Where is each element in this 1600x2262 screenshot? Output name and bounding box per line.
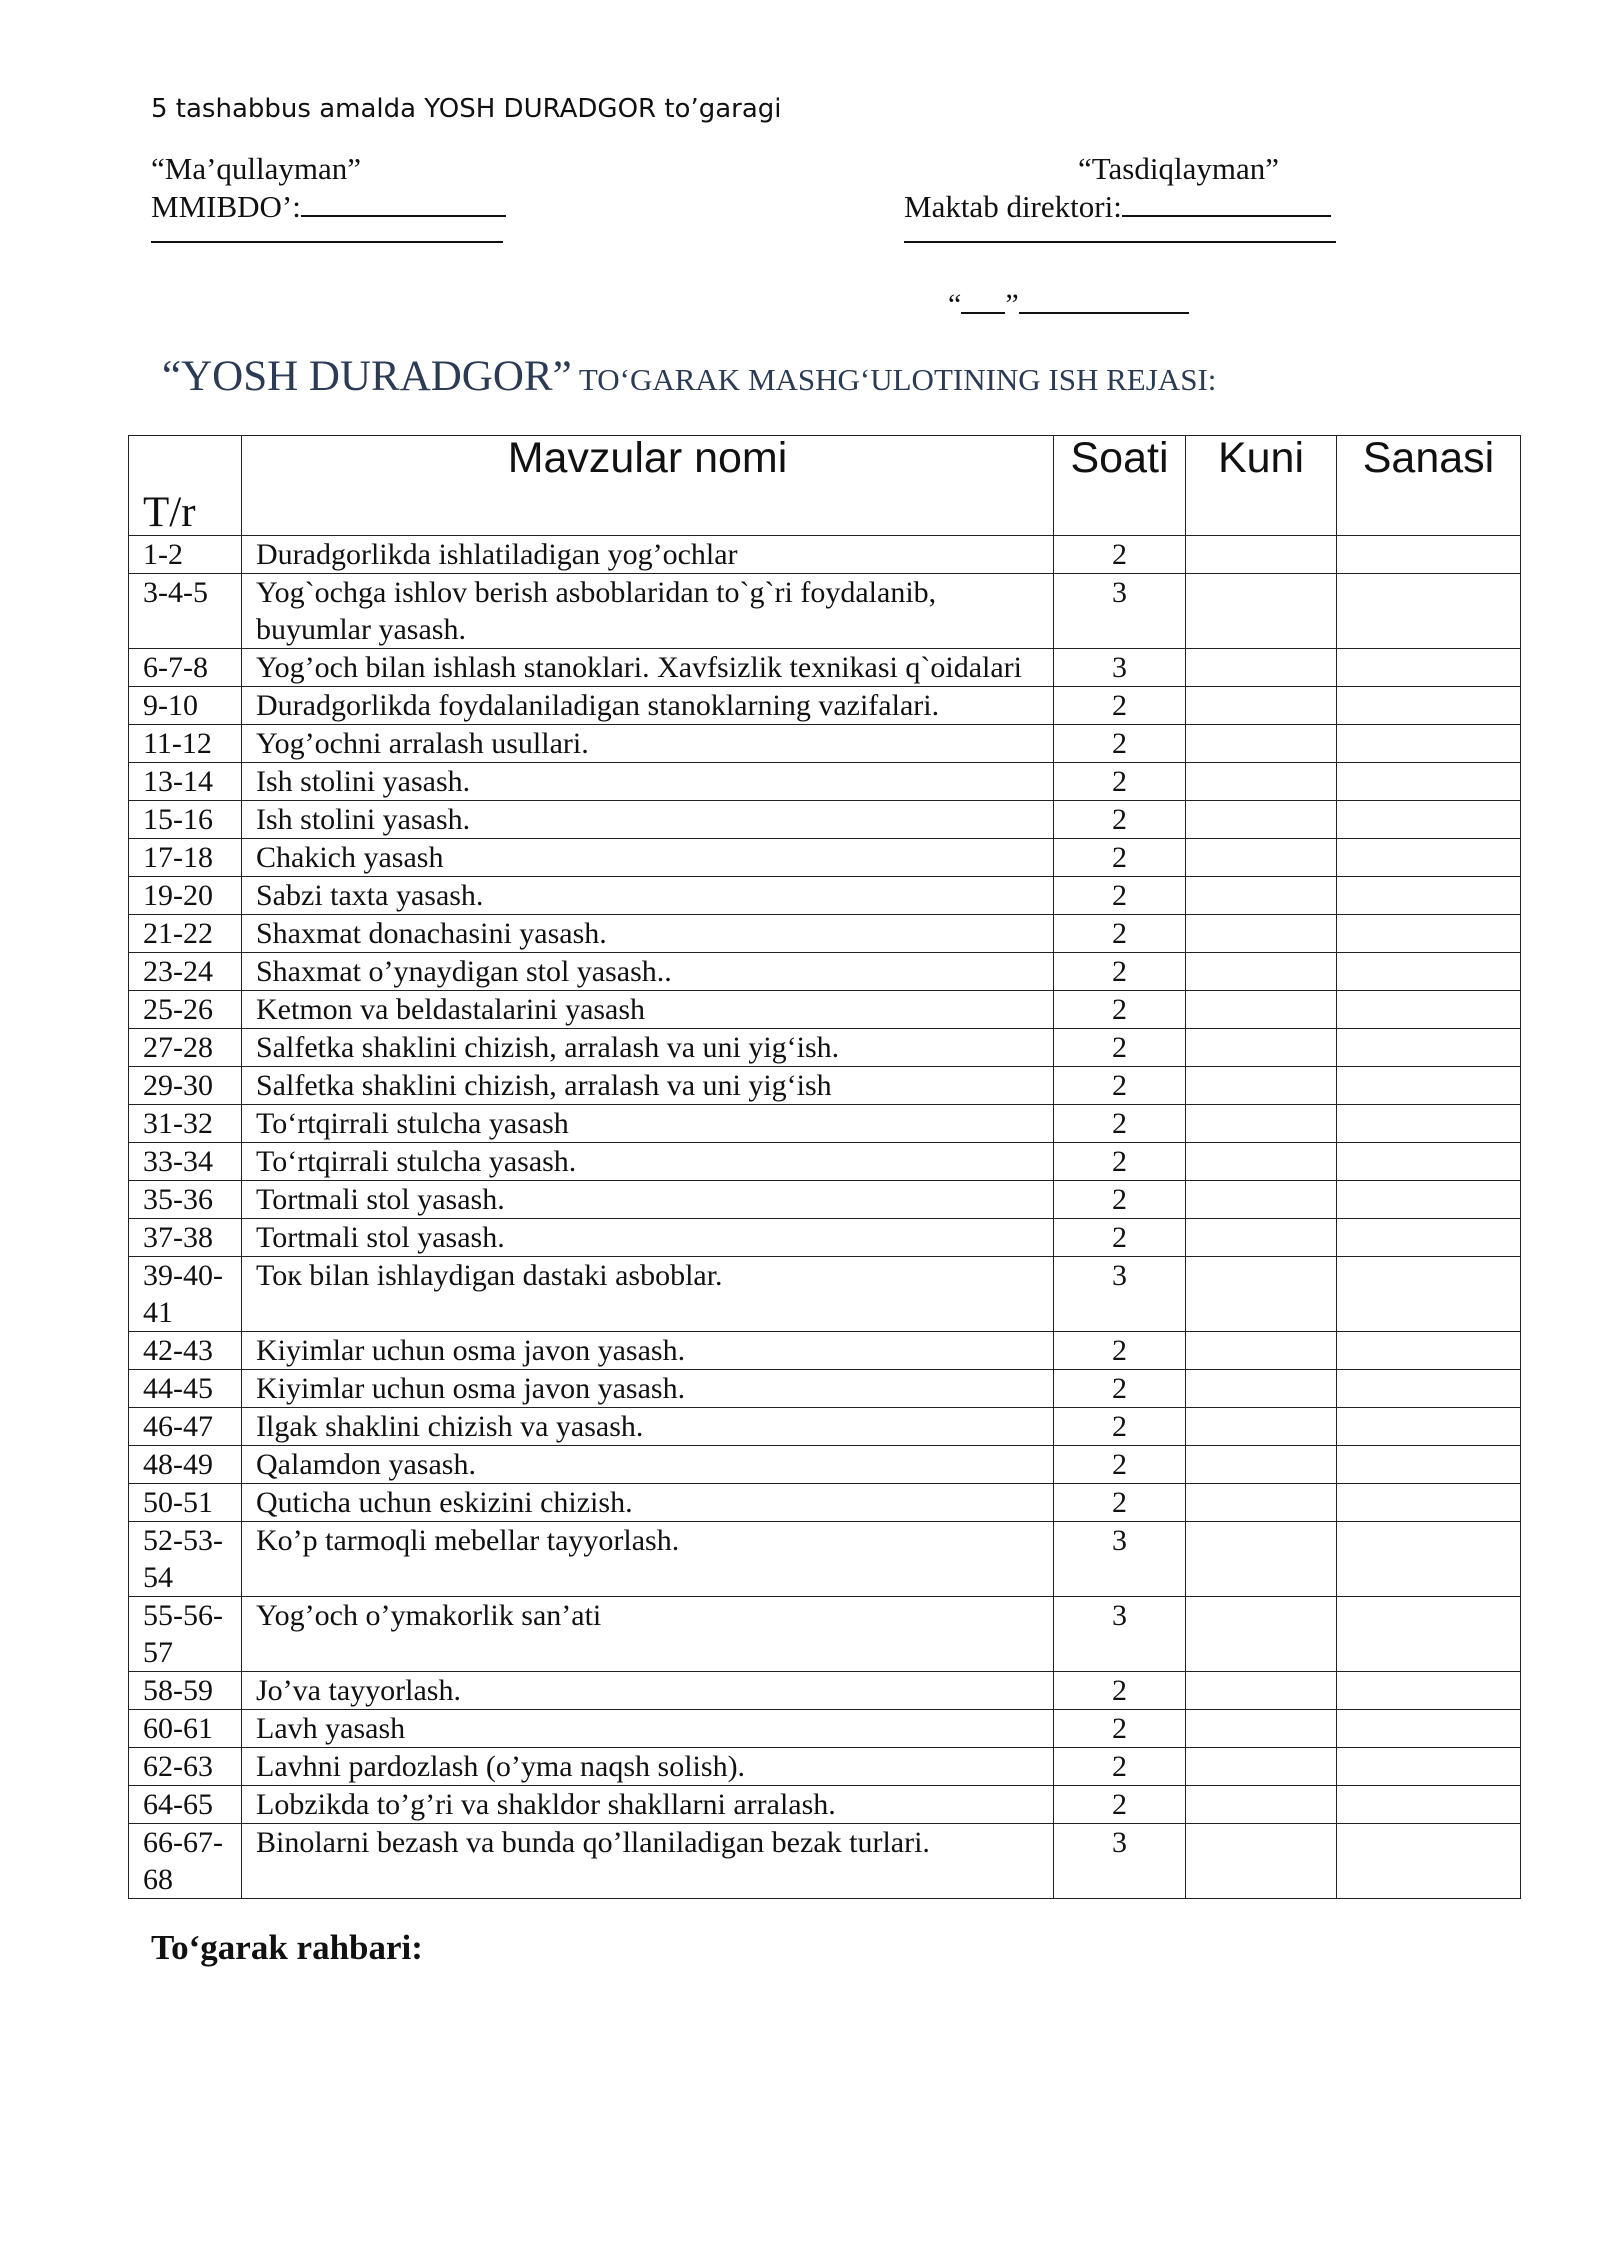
row-number: 50-51 — [129, 1484, 242, 1522]
table-row — [129, 1710, 1521, 1748]
table-row — [129, 1824, 1521, 1899]
row-hours: 2 — [1054, 687, 1186, 725]
row-date-cell — [1337, 1597, 1521, 1672]
table-header-row — [129, 436, 1521, 536]
row-day-cell — [1186, 877, 1337, 915]
row-topic: Yog’och bilan ishlash stanoklari. Xavfsizlik texnikasi q`oidalari — [242, 649, 1054, 687]
row-date-cell — [1337, 1824, 1521, 1899]
row-hours: 2 — [1054, 1067, 1186, 1105]
row-day-cell — [1186, 574, 1337, 649]
row-day-cell — [1186, 1446, 1337, 1484]
table-row — [129, 915, 1521, 953]
row-hours: 3 — [1054, 1824, 1186, 1899]
date-close-quote: ” — [1005, 288, 1019, 321]
row-day-cell — [1186, 1672, 1337, 1710]
header-topic: Mavzular nomi — [242, 436, 1054, 536]
approval-right-role — [904, 189, 1331, 224]
table-row — [129, 536, 1521, 574]
row-topic: Kiyimlar uchun osma javon yasash. — [242, 1332, 1054, 1370]
table-row — [129, 1181, 1521, 1219]
table-row — [129, 1408, 1521, 1446]
row-day-cell — [1186, 915, 1337, 953]
row-day-cell — [1186, 1786, 1337, 1824]
row-number: 11-12 — [129, 725, 242, 763]
row-hours: 3 — [1054, 649, 1186, 687]
table-row — [129, 1672, 1521, 1710]
row-day-cell — [1186, 1484, 1337, 1522]
date-open-quote: “ — [948, 288, 962, 321]
approval-block-left — [151, 150, 506, 243]
row-day-cell — [1186, 725, 1337, 763]
row-topic: To‘rtqirrali stulcha yasash. — [242, 1143, 1054, 1181]
row-day-cell — [1186, 536, 1337, 574]
row-date-cell — [1337, 801, 1521, 839]
row-number: 48-49 — [129, 1446, 242, 1484]
row-hours: 2 — [1054, 1446, 1186, 1484]
row-day-cell — [1186, 839, 1337, 877]
row-day-cell — [1186, 763, 1337, 801]
row-topic: Jo’va tayyorlash. — [242, 1672, 1054, 1710]
row-number: 27-28 — [129, 1029, 242, 1067]
row-hours: 2 — [1054, 991, 1186, 1029]
row-hours: 2 — [1054, 877, 1186, 915]
row-number: 35-36 — [129, 1181, 242, 1219]
row-date-cell — [1337, 1219, 1521, 1257]
row-day-cell — [1186, 1067, 1337, 1105]
row-day-cell — [1186, 1710, 1337, 1748]
row-number: 21-22 — [129, 915, 242, 953]
row-number: 44-45 — [129, 1370, 242, 1408]
row-topic: Yog`ochga ishlov berish asboblaridan to`g`ri foydalanib, buyumlar yasash. — [242, 574, 1054, 649]
header-number: T/r — [129, 436, 242, 536]
row-day-cell — [1186, 1370, 1337, 1408]
row-topic: Shaxmat donachasini yasash. — [242, 915, 1054, 953]
table-row — [129, 801, 1521, 839]
name-line — [151, 225, 503, 243]
table-row — [129, 1370, 1521, 1408]
row-number: 13-14 — [129, 763, 242, 801]
row-hours: 2 — [1054, 1105, 1186, 1143]
row-topic: Kiyimlar uchun osma javon yasash. — [242, 1370, 1054, 1408]
table-row — [129, 1786, 1521, 1824]
row-date-cell — [1337, 1257, 1521, 1332]
row-number: 60-61 — [129, 1710, 242, 1748]
row-number: 39-40-41 — [129, 1257, 242, 1332]
row-number: 66-67-68 — [129, 1824, 242, 1899]
row-topic: Sabzi taxta yasash. — [242, 877, 1054, 915]
row-hours: 2 — [1054, 1181, 1186, 1219]
row-number: 19-20 — [129, 877, 242, 915]
table-row — [129, 1522, 1521, 1597]
row-date-cell — [1337, 1181, 1521, 1219]
row-date-cell — [1337, 1672, 1521, 1710]
row-hours: 2 — [1054, 1332, 1186, 1370]
row-number: 15-16 — [129, 801, 242, 839]
row-date-cell — [1337, 1105, 1521, 1143]
row-topic: Duradgorlikda foydalaniladigan stanoklarning vazifalari. — [242, 687, 1054, 725]
approval-date-line — [948, 288, 1189, 322]
row-topic: Yog’och o’ymakorlik san’ati — [242, 1597, 1054, 1672]
signature-line — [301, 187, 506, 217]
row-number: 52-53-54 — [129, 1522, 242, 1597]
row-topic: Lobzikda to’g’ri va shakldor shakllarni arralash. — [242, 1786, 1054, 1824]
approval-left-role — [151, 189, 506, 224]
row-date-cell — [1337, 1408, 1521, 1446]
row-number: 37-38 — [129, 1219, 242, 1257]
row-number: 58-59 — [129, 1672, 242, 1710]
row-hours: 3 — [1054, 1597, 1186, 1672]
row-number: 3-4-5 — [129, 574, 242, 649]
row-date-cell — [1337, 1143, 1521, 1181]
row-topic: Toк bilan ishlaydigan dastaki asboblar. — [242, 1257, 1054, 1332]
table-row — [129, 725, 1521, 763]
row-date-cell — [1337, 687, 1521, 725]
row-number: 33-34 — [129, 1143, 242, 1181]
row-day-cell — [1186, 1257, 1337, 1332]
row-hours: 2 — [1054, 1408, 1186, 1446]
row-topic: Ko’p tarmoqli mebellar tayyorlash. — [242, 1522, 1054, 1597]
row-number: 6-7-8 — [129, 649, 242, 687]
row-hours: 2 — [1054, 725, 1186, 763]
row-day-cell — [1186, 1748, 1337, 1786]
row-date-cell — [1337, 1029, 1521, 1067]
signature-line — [1122, 187, 1331, 217]
row-topic: Salfetka shaklini chizish, arralash va uni yig‘ish — [242, 1067, 1054, 1105]
row-date-cell — [1337, 1484, 1521, 1522]
row-hours: 2 — [1054, 1484, 1186, 1522]
row-date-cell — [1337, 953, 1521, 991]
approval-right-role-label: Maktab direktori: — [904, 189, 1122, 224]
row-hours: 2 — [1054, 536, 1186, 574]
row-number: 17-18 — [129, 839, 242, 877]
table-row — [129, 1748, 1521, 1786]
row-hours: 3 — [1054, 1257, 1186, 1332]
row-day-cell — [1186, 1029, 1337, 1067]
row-hours: 2 — [1054, 1710, 1186, 1748]
row-day-cell — [1186, 801, 1337, 839]
table-row — [129, 877, 1521, 915]
row-hours: 2 — [1054, 953, 1186, 991]
row-day-cell — [1186, 1105, 1337, 1143]
row-topic: Chakich yasash — [242, 839, 1054, 877]
header-date: Sanasi — [1337, 436, 1521, 536]
table-row — [129, 1029, 1521, 1067]
row-number: 62-63 — [129, 1748, 242, 1786]
row-hours: 3 — [1054, 1522, 1186, 1597]
approval-left-role-label: MMIBDO’: — [151, 189, 301, 224]
row-number: 1-2 — [129, 536, 242, 574]
row-date-cell — [1337, 877, 1521, 915]
row-topic: Binolarni bezash va bunda qo’llaniladigan bezak turlari. — [242, 1824, 1054, 1899]
table-row — [129, 953, 1521, 991]
row-date-cell — [1337, 1710, 1521, 1748]
row-day-cell — [1186, 991, 1337, 1029]
row-day-cell — [1186, 1219, 1337, 1257]
row-date-cell — [1337, 1446, 1521, 1484]
row-date-cell — [1337, 574, 1521, 649]
row-hours: 2 — [1054, 1748, 1186, 1786]
row-topic: Duradgorlikda ishlatiladigan yog’ochlar — [242, 536, 1054, 574]
row-number: 64-65 — [129, 1786, 242, 1824]
row-topic: Qalamdon yasash. — [242, 1446, 1054, 1484]
club-leader-label: To‘garak rahbari: — [151, 1928, 423, 1967]
row-day-cell — [1186, 1408, 1337, 1446]
row-date-cell — [1337, 725, 1521, 763]
row-date-cell — [1337, 1786, 1521, 1824]
row-day-cell — [1186, 1181, 1337, 1219]
row-date-cell — [1337, 1370, 1521, 1408]
row-number: 46-47 — [129, 1408, 242, 1446]
row-number: 9-10 — [129, 687, 242, 725]
row-topic: Quticha uchun eskizini chizish. — [242, 1484, 1054, 1522]
title-sub: TO‘GARAK MASHG‘ULOTINING ISH REJASI: — [571, 362, 1217, 397]
row-number: 29-30 — [129, 1067, 242, 1105]
row-topic: Ketmon va beldastalarini yasash — [242, 991, 1054, 1029]
row-topic: Tortmali stol yasash. — [242, 1219, 1054, 1257]
row-topic: Tortmali stol yasash. — [242, 1181, 1054, 1219]
table-row — [129, 1446, 1521, 1484]
header-hours: Soati — [1054, 436, 1186, 536]
row-day-cell — [1186, 649, 1337, 687]
table-row — [129, 1484, 1521, 1522]
title-main: “YOSH DURADGOR” — [162, 353, 572, 400]
row-hours: 2 — [1054, 1143, 1186, 1181]
row-date-cell — [1337, 1067, 1521, 1105]
row-hours: 2 — [1054, 1029, 1186, 1067]
row-day-cell — [1186, 1597, 1337, 1672]
name-line — [904, 225, 1336, 243]
table-row — [129, 1219, 1521, 1257]
row-day-cell — [1186, 953, 1337, 991]
table-row — [129, 687, 1521, 725]
row-date-cell — [1337, 991, 1521, 1029]
document-top-note: 5 tashabbus amalda YOSH DURADGOR to’garagi — [151, 94, 782, 124]
row-hours: 2 — [1054, 1370, 1186, 1408]
row-date-cell — [1337, 839, 1521, 877]
row-day-cell — [1186, 1824, 1337, 1899]
row-date-cell — [1337, 915, 1521, 953]
row-number: 31-32 — [129, 1105, 242, 1143]
row-topic: Shaxmat o’ynaydigan stol yasash.. — [242, 953, 1054, 991]
row-date-cell — [1337, 1332, 1521, 1370]
row-topic: To‘rtqirrali stulcha yasash — [242, 1105, 1054, 1143]
row-hours: 2 — [1054, 763, 1186, 801]
row-hours: 2 — [1054, 1786, 1186, 1824]
row-hours: 2 — [1054, 1219, 1186, 1257]
row-topic: Salfetka shaklini chizish, arralash va uni yig‘ish. — [242, 1029, 1054, 1067]
row-day-cell — [1186, 1143, 1337, 1181]
row-topic: Lavhni pardozlash (o’yma naqsh solish). — [242, 1748, 1054, 1786]
date-day-blank — [961, 290, 1005, 314]
table-row — [129, 991, 1521, 1029]
row-hours: 2 — [1054, 801, 1186, 839]
row-day-cell — [1186, 687, 1337, 725]
row-hours: 2 — [1054, 839, 1186, 877]
table-row — [129, 1143, 1521, 1181]
work-plan-table — [128, 435, 1521, 1899]
row-date-cell — [1337, 1748, 1521, 1786]
table-row — [129, 1597, 1521, 1672]
row-hours: 2 — [1054, 1672, 1186, 1710]
table-row — [129, 649, 1521, 687]
row-date-cell — [1337, 763, 1521, 801]
row-topic: Yog’ochni arralash usullari. — [242, 725, 1054, 763]
row-number: 42-43 — [129, 1332, 242, 1370]
row-topic: Ilgak shaklini chizish va yasash. — [242, 1408, 1054, 1446]
table-row — [129, 1257, 1521, 1332]
row-day-cell — [1186, 1522, 1337, 1597]
table-row — [129, 574, 1521, 649]
row-topic: Lavh yasash — [242, 1710, 1054, 1748]
row-topic: Ish stolini yasash. — [242, 763, 1054, 801]
date-month-blank — [1019, 290, 1189, 314]
approval-left-quote: “Ma’qullayman” — [151, 151, 362, 186]
table-row — [129, 1332, 1521, 1370]
table-row — [129, 1067, 1521, 1105]
row-number: 55-56-57 — [129, 1597, 242, 1672]
row-date-cell — [1337, 649, 1521, 687]
row-day-cell — [1186, 1332, 1337, 1370]
approval-right-quote: “Tasdiqlayman” — [1078, 151, 1279, 186]
header-day: Kuni — [1186, 436, 1337, 536]
row-topic: Ish stolini yasash. — [242, 801, 1054, 839]
row-date-cell — [1337, 536, 1521, 574]
row-number: 25-26 — [129, 991, 242, 1029]
approval-block-right — [904, 150, 1336, 243]
row-hours: 2 — [1054, 915, 1186, 953]
document-title — [162, 352, 1216, 401]
row-date-cell — [1337, 1522, 1521, 1597]
table-row — [129, 763, 1521, 801]
table-row — [129, 1105, 1521, 1143]
table-row — [129, 839, 1521, 877]
row-hours: 3 — [1054, 574, 1186, 649]
row-number: 23-24 — [129, 953, 242, 991]
